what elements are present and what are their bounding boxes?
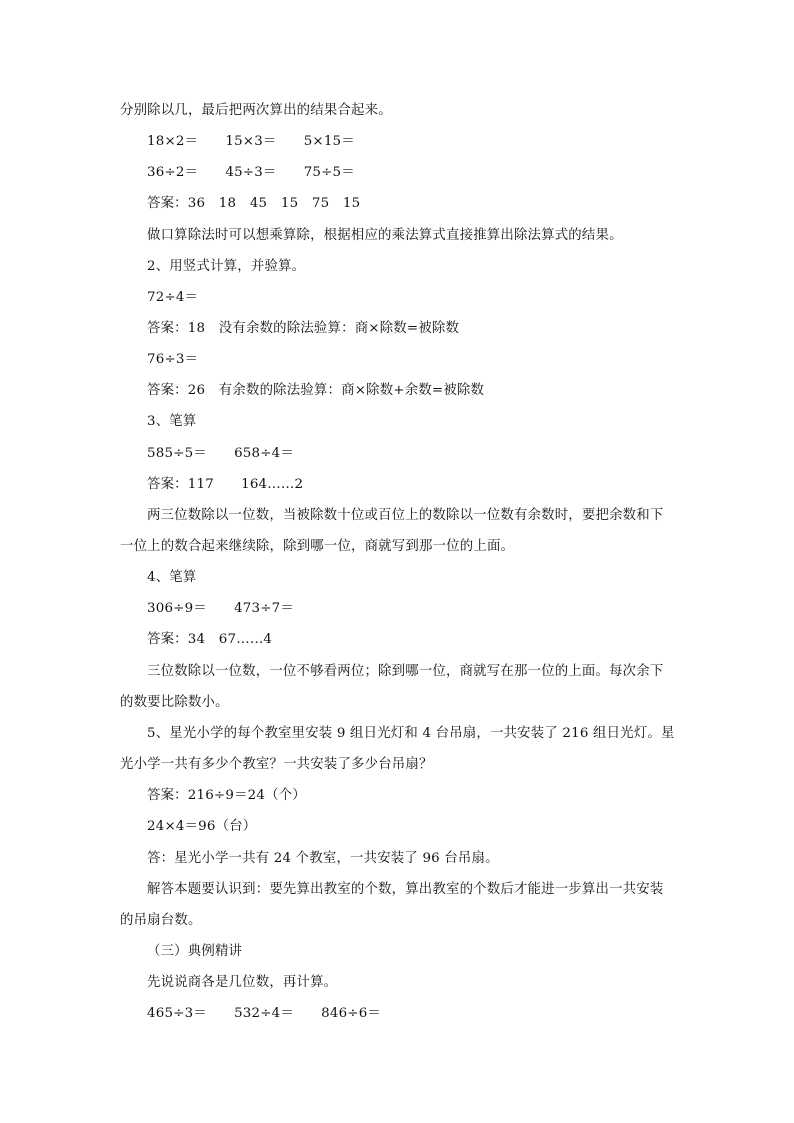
text-line: 的数要比除数小。: [120, 695, 229, 710]
text-line: 答案：36 18 45 15 75 15: [147, 196, 361, 211]
text-line: （三）典例精讲: [147, 944, 243, 959]
text-line: 24×4＝96（台）: [147, 819, 257, 834]
text-line: 2、用竖式计算，并验算。: [147, 259, 306, 274]
text-line: 分别除以几，最后把两次算出的结果合起来。: [120, 103, 392, 118]
text-line: 答案：18 没有余数的除法验算：商×除数=被除数: [147, 321, 460, 336]
text-line: 585÷5＝ 658÷4＝: [147, 446, 294, 461]
text-line: 答案：216÷9＝24（个）: [147, 788, 306, 803]
text-line: 76÷3＝: [147, 352, 199, 367]
text-line: 光小学一共有多少个教室？一共安装了多少台吊扇？: [120, 757, 433, 772]
text-line: 72÷4＝: [147, 290, 199, 305]
text-line: 做口算除法时可以想乘算除，根据相应的乘法算式直接推算出除法算式的结果。: [147, 228, 623, 243]
text-line: 5、星光小学的每个教室里安装 9 组日光灯和 4 台吊扇，一共安装了 216 组日光灯。星: [147, 726, 675, 741]
text-line: 三位数除以一位数，一位不够看两位；除到哪一位，商就写在那一位的上面。每次余下: [147, 664, 664, 679]
text-line: 的吊扇台数。: [120, 913, 202, 928]
text-line: 答案：34 67……4: [147, 632, 273, 647]
text-line: 解答本题要认识到：要先算出教室的个数，算出教室的个数后才能进一步算出一共安装: [147, 882, 664, 897]
text-line: 36÷2＝ 45÷3＝ 75÷5＝: [147, 165, 355, 180]
text-line: 18×2＝ 15×3＝ 5×15＝: [147, 134, 355, 149]
text-line: 465÷3＝ 532÷4＝ 846÷6＝: [147, 1006, 382, 1021]
text-line: 答案：117 164……2: [147, 477, 304, 492]
text-line: 答案：26 有余数的除法验算：商×除数+余数=被除数: [147, 383, 485, 398]
text-line: 306÷9＝ 473÷7＝: [147, 601, 294, 616]
text-line: 3、笔算: [147, 414, 197, 429]
text-line: 两三位数除以一位数，当被除数十位或百位上的数除以一位数有余数时，要把余数和下: [147, 508, 664, 523]
text-line: 一位上的数合起来继续除，除到哪一位，商就写到那一位的上面。: [120, 539, 515, 554]
text-line: 答：星光小学一共有 24 个教室，一共安装了 96 台吊扇。: [147, 851, 499, 866]
text-line: 4、笔算: [147, 570, 197, 585]
text-line: 先说说商各是几位数，再计算。: [147, 975, 338, 990]
